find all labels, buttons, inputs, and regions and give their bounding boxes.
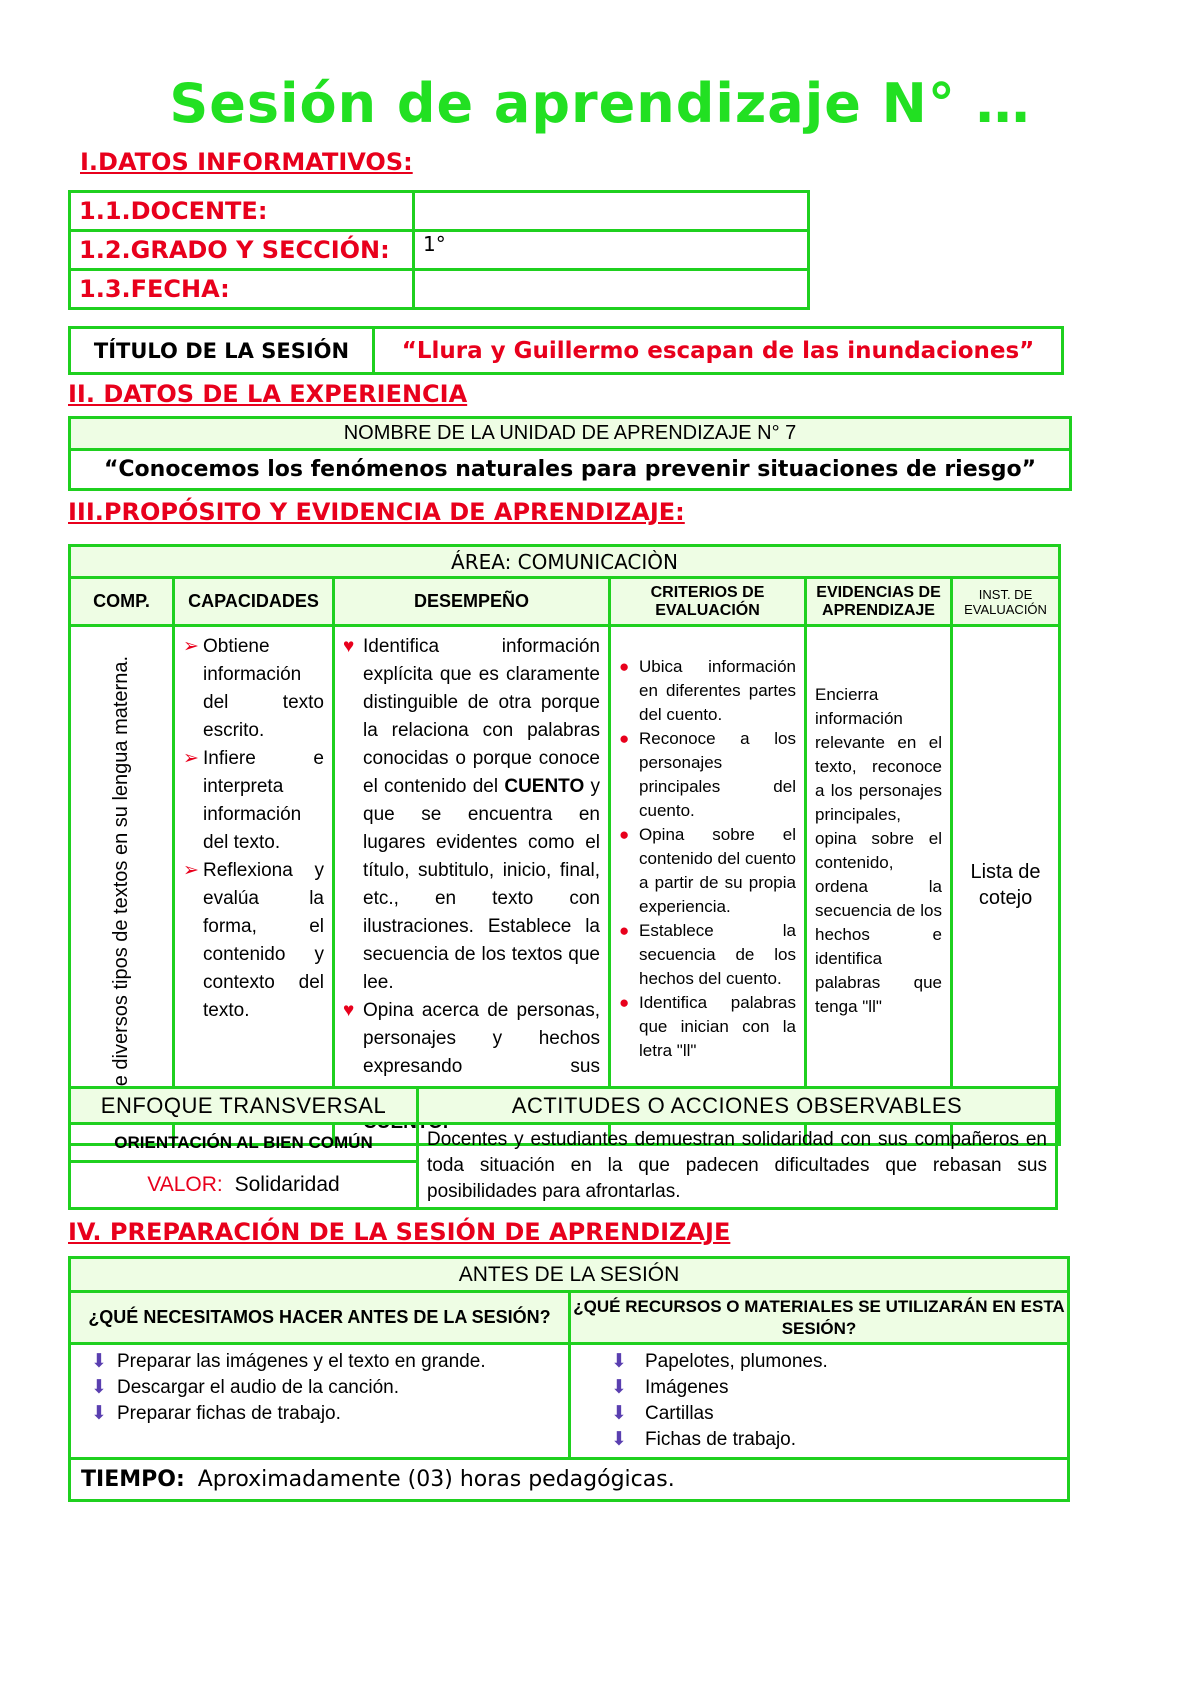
col-desempeno: DESEMPEÑO — [334, 578, 610, 626]
material-item: ⬇ Papelotes, plumones. — [611, 1349, 1027, 1375]
preparacion-table — [68, 1256, 1070, 1502]
col-criterios: CRITERIOS DE EVALUACIÓN — [610, 578, 806, 626]
area-header: ÁREA: COMUNICACIÒN — [70, 546, 1060, 578]
dot-bullet-icon: ● — [619, 993, 630, 1012]
value-label: VALOR: — [147, 1173, 223, 1196]
dot-bullet-icon: ● — [619, 729, 630, 748]
section-3-heading: III.PROPÓSITO Y EVIDENCIA DE APRENDIZAJE: — [68, 498, 685, 526]
grado-value[interactable]: 1° — [414, 231, 809, 270]
criteria-item: ● Reconoce a los personajes principales del cuento. — [619, 729, 796, 820]
unit-table — [68, 416, 1072, 491]
arrow-bullet-icon: ➢ — [183, 748, 199, 769]
criteria-item: ● Establece la secuencia de los hechos del cuento. — [619, 921, 796, 988]
section-4-heading: IV. PREPARACIÓN DE LA SESIÓN DE APRENDIZAJE — [68, 1218, 731, 1246]
page-title: Sesión de aprendizaje N° … — [169, 72, 1031, 135]
time-label: TIEMPO: — [81, 1467, 185, 1492]
col-comp: COMP. — [70, 578, 174, 626]
evidence-cell — [806, 626, 952, 1145]
col-evidencias: EVIDENCIAS DE APRENDIZAJE — [806, 578, 952, 626]
arrow-down-bullet-icon: ⬇ — [91, 1351, 107, 1372]
proposito-table — [68, 544, 1061, 1146]
docente-value[interactable] — [414, 192, 809, 231]
criteria-item: ● Ubica información en diferentes partes del cuento. — [619, 657, 796, 724]
value-cell — [70, 1162, 418, 1209]
arrow-bullet-icon: ➢ — [183, 860, 199, 881]
approach-name: ORIENTACIÓN AL BIEN COMÚN — [70, 1124, 418, 1162]
enfoque-table — [68, 1086, 1058, 1210]
material-item: ⬇ Fichas de trabajo. — [611, 1427, 1027, 1453]
session-title-table — [68, 326, 1064, 375]
arrow-down-bullet-icon: ⬇ — [611, 1377, 627, 1398]
todo-item: ⬇ Descargar el audio de la canción. — [91, 1375, 548, 1401]
arrow-down-bullet-icon: ⬇ — [91, 1377, 107, 1398]
fecha-value[interactable] — [414, 270, 809, 309]
value-text: Solidaridad — [234, 1173, 340, 1196]
dot-bullet-icon: ● — [619, 657, 630, 676]
capacity-item: ➢ Obtiene información del texto escrito. — [183, 633, 324, 745]
criteria-item: ● Opina sobre el contenido del cuento a partir de su propia experiencia. — [619, 825, 796, 916]
transversal-header: ENFOQUE TRANSVERSAL — [70, 1088, 418, 1124]
attitudes-text: Docentes y estudiantes demuestran solidaridad con sus compañeros en toda situación en la que padecen dificultades que rebasan sus posibilidades para afrontarlas. — [418, 1124, 1057, 1209]
dot-bullet-icon: ● — [619, 825, 630, 844]
arrow-bullet-icon: ➢ — [183, 636, 199, 657]
dot-bullet-icon: ● — [619, 921, 630, 940]
todo-cell — [70, 1344, 570, 1459]
capacity-item: ➢ Reflexiona y evalúa la forma, el contenido y contexto del texto. — [183, 857, 324, 1025]
heart-bullet-icon: ♥ — [343, 1000, 355, 1021]
capacities-cell — [174, 626, 334, 1145]
unit-name: “Conocemos los fenómenos naturales para prevenir situaciones de riesgo” — [70, 450, 1071, 490]
material-item: ⬇ Cartillas — [611, 1401, 1027, 1427]
attitudes-header: ACTITUDES O ACCIONES OBSERVABLES — [418, 1088, 1057, 1124]
col-instrumento: INST. DE EVALUACIÓN — [952, 578, 1060, 626]
section-1-heading: I.DATOS INFORMATIVOS: — [80, 148, 413, 176]
materials-header: ¿QUÉ RECURSOS O MATERIALES SE UTILIZARÁN EN ESTA SESIÓN? — [570, 1292, 1069, 1344]
instrument-cell — [952, 626, 1060, 1145]
grado-label: 1.2.GRADO Y SECCIÓN: — [70, 231, 414, 270]
time-cell — [70, 1459, 1069, 1501]
arrow-down-bullet-icon: ⬇ — [611, 1351, 627, 1372]
time-value: Aproximadamente (03) horas pedagógicas. — [197, 1467, 675, 1492]
todo-item: ⬇ Preparar fichas de trabajo. — [91, 1401, 548, 1427]
docente-label: 1.1.DOCENTE: — [70, 192, 414, 231]
performance-item: ♥ Opina acerca de personas, personajes y hechos expresando sus preferencias. explicita del CUENTO. — [343, 997, 600, 1137]
instrument-text: Lista de cotejo — [970, 861, 1041, 909]
performance-cell — [334, 626, 610, 1145]
todo-item: ⬇ Preparar las imágenes y el texto en grande. — [91, 1349, 548, 1375]
arrow-down-bullet-icon: ⬇ — [611, 1403, 627, 1424]
capacity-item: ➢ Infiere e interpreta información del texto. — [183, 745, 324, 857]
arrow-down-bullet-icon: ⬇ — [91, 1403, 107, 1424]
criteria-cell — [610, 626, 806, 1145]
material-item: ⬇ Imágenes — [611, 1375, 1027, 1401]
heart-bullet-icon: ♥ — [343, 636, 355, 657]
criteria-item: ● Identifica palabras que inician con la letra "ll" — [619, 993, 796, 1060]
session-title-value: “Llura y Guillermo escapan de las inundaciones” — [374, 328, 1063, 374]
col-capacidades: CAPACIDADES — [174, 578, 334, 626]
competence-cell — [70, 626, 174, 1145]
competence-text: Lee diversos tipos de textos en su lengua materna. — [110, 656, 132, 1109]
performance-item: ♥ Identifica información explícita que es claramente distinguible de otra porque la relaciona con palabras conocidas o porque conoce el contenido del CUENTO y que se encuentra en lugares evidentes como el título, subtitulo, inicio, final, etc., en texto con ilustraciones. Establece la secuencia de los textos que lee. — [343, 633, 600, 997]
materials-cell — [570, 1344, 1069, 1459]
before-header: ANTES DE LA SESIÓN — [70, 1258, 1069, 1292]
fecha-label: 1.3.FECHA: — [70, 270, 414, 309]
datos-informativos-table — [68, 190, 810, 310]
todo-header: ¿QUÉ NECESITAMOS HACER ANTES DE LA SESIÓN? — [70, 1292, 570, 1344]
section-2-heading: II. DATOS DE LA EXPERIENCIA — [68, 380, 468, 408]
evidence-text: Encierra información relevante en el texto, reconoce a los personajes principales, opina sobre el contenido, ordena la secuencia de los hechos e identifica palabras que tenga "ll" — [815, 685, 942, 1016]
session-title-label: TÍTULO DE LA SESIÓN — [70, 328, 374, 374]
arrow-down-bullet-icon: ⬇ — [611, 1429, 627, 1450]
unit-header: NOMBRE DE LA UNIDAD DE APRENDIZAJE N° 7 — [70, 418, 1071, 450]
